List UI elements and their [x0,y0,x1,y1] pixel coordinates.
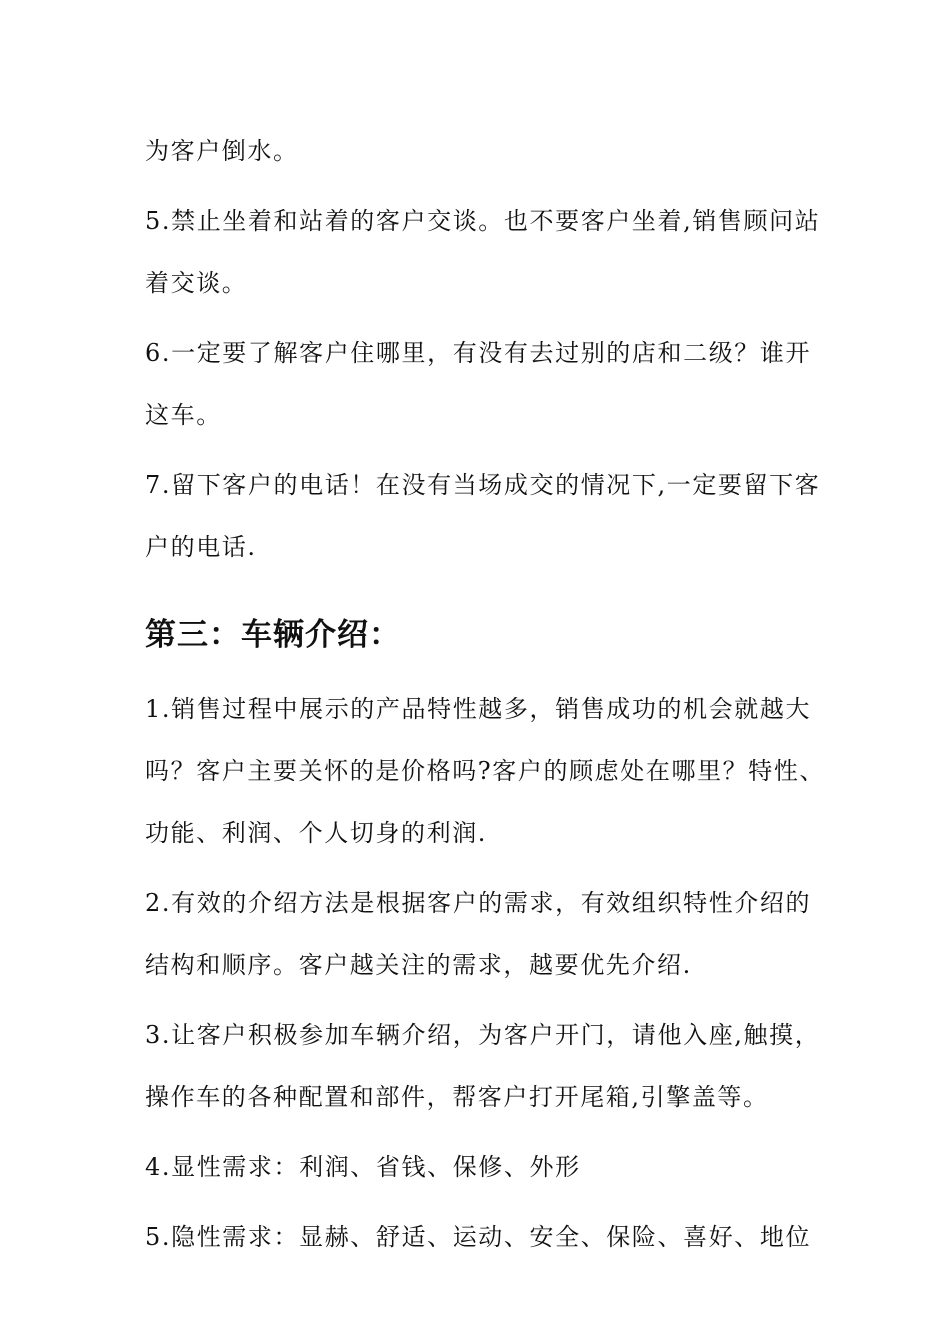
paragraph-item-5: 5.禁止坐着和站着的客户交谈。也不要客户坐着,销售顾问站着交谈。 [145,207,821,297]
paragraph-item-6: 6.一定要了解客户住哪里，有没有去过别的店和二级？谁开这车。 [145,339,812,429]
intro-item-5: 5.隐性需求：显赫、舒适、运动、安全、保险、喜好、地位 [145,1223,812,1251]
intro-item-1: 1.销售过程中展示的产品特性越多，销售成功的机会就越大吗？客户主要关怀的是价格吗?客户的顾虑处在哪里？特性、功能、利润、个人切身的利润. [145,695,826,847]
intro-item-2: 2.有效的介绍方法是根据客户的需求，有效组织特性介绍的结构和顺序。客户越关注的需求，越要优先介绍. [145,889,812,979]
section-heading: 第三：车辆介绍： [145,617,401,653]
intro-item-4: 4.显性需求：利润、省钱、保修、外形 [145,1153,581,1181]
intro-item-3: 3.让客户积极参加车辆介绍，为客户开门，请他入座,触摸，操作车的各种配置和部件，帮客户打开尾箱,引擎盖等。 [145,1021,821,1111]
paragraph-item-7: 7.留下客户的电话！在没有当场成交的情况下,一定要留下客户的电话. [145,471,821,561]
paragraph-continued: 为客户倒水。 [145,137,299,165]
document-content [145,120,835,1276]
